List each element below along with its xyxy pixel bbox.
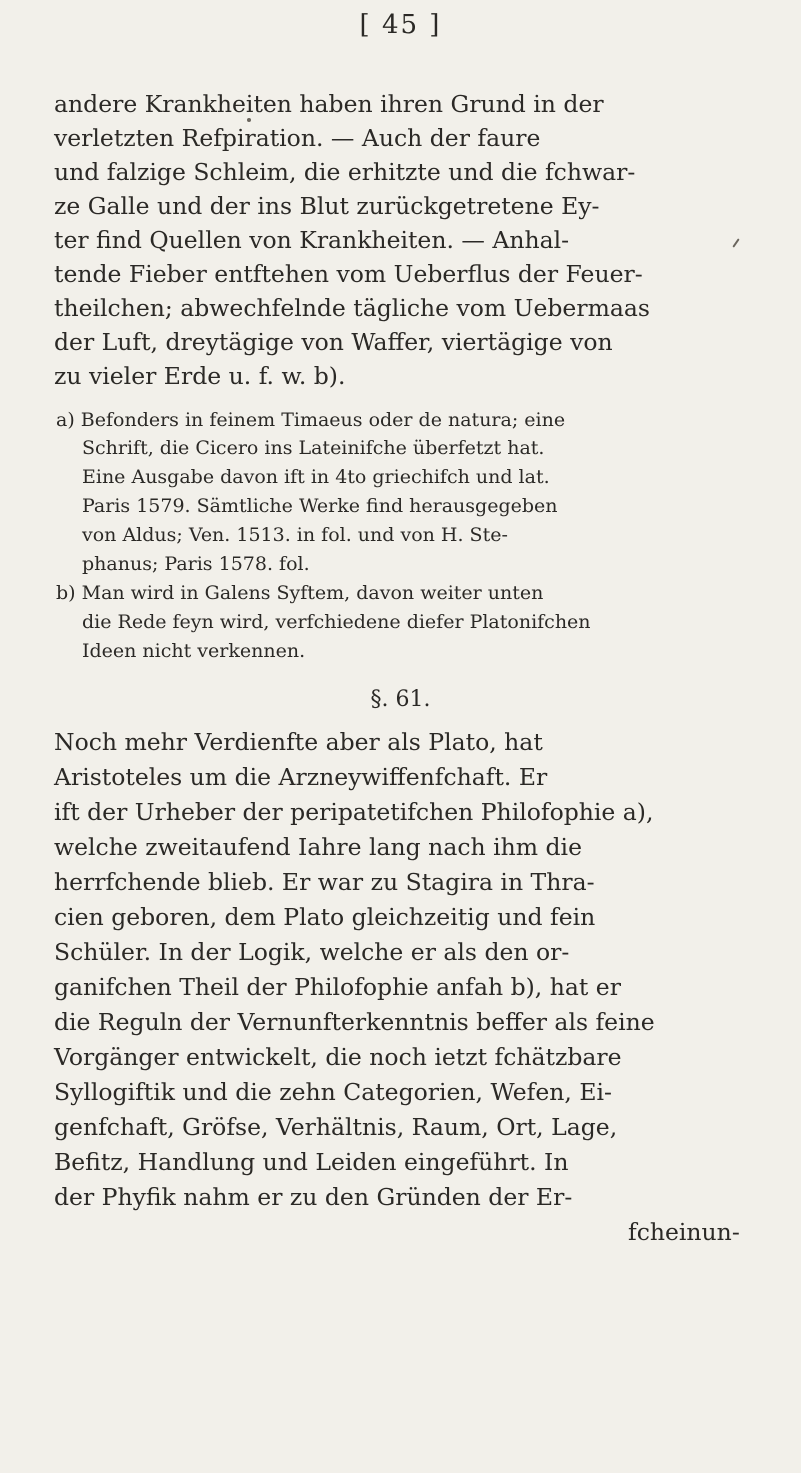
- text-line: die Reguln der Vernunfterkenntnis beffer als feine: [54, 1008, 655, 1036]
- text-line: Befitz, Handlung und Leiden eingeführt. In: [54, 1148, 569, 1176]
- footnote-line: Paris 1579. Sämtliche Werke find herausgegeben: [82, 495, 558, 517]
- ink-speck: [247, 118, 251, 122]
- catchword-line: fcheinun-: [628, 1218, 740, 1246]
- footnote-line: a) Befonders in feinem Timaeus oder de natura; eine: [56, 409, 566, 431]
- section-heading: §. 61.: [370, 687, 431, 712]
- text-line: und falzige Schleim, die erhitzte und die fchwar-: [54, 158, 636, 186]
- text-line: andere Krankheiten haben ihren Grund in der: [54, 90, 604, 118]
- text-line: der Luft, dreytägige von Waffer, viertägige von: [54, 328, 613, 356]
- text-line: Vorgänger entwickelt, die noch ietzt fchätzbare: [54, 1043, 622, 1071]
- text-line: verletzten Refpiration. — Auch der faure: [54, 124, 541, 152]
- text-line: genfchaft, Gröfse, Verhältnis, Raum, Ort, Lage,: [54, 1113, 618, 1141]
- text-line: zu vieler Erde u. f. w. b).: [54, 362, 346, 390]
- text-line: ter find Quellen von Krankheiten. — Anhal-: [54, 226, 570, 254]
- footnote-line: Eine Ausgabe davon ift in 4to griechifch und lat.: [82, 466, 550, 488]
- text-line: der Phyfik nahm er zu den Gründen der Er-: [54, 1183, 573, 1211]
- text-line: theilchen; abwechfelnde tägliche vom Uebermaas: [54, 294, 650, 322]
- text-line: Syllogiftik und die zehn Categorien, Wefen, Ei-: [54, 1078, 612, 1106]
- text-line: ganifchen Theil der Philofophie anfah b), hat er: [54, 973, 621, 1001]
- text-line: ze Galle und der ins Blut zurückgetretene Ey-: [54, 192, 600, 220]
- footnote-line: die Rede feyn wird, verfchiedene diefer Platonifchen: [82, 611, 591, 633]
- page-number-header: [ 45 ]: [359, 10, 442, 40]
- text-line: Aristoteles um die Arzneywiffenfchaft. Er: [54, 763, 548, 791]
- text-line: Noch mehr Verdienfte aber als Plato, hat: [54, 728, 543, 756]
- text-line: ift der Urheber der peripatetifchen Philofophie a),: [54, 798, 654, 826]
- text-line: cien geboren, dem Plato gleichzeitig und fein: [54, 903, 596, 931]
- text-line: herrfchende blieb. Er war zu Stagira in Thra-: [54, 868, 595, 896]
- text-line: Schüler. In der Logik, welche er als den or-: [54, 938, 570, 966]
- text-line: welche zweitaufend Iahre lang nach ihm die: [54, 833, 582, 861]
- footnote-line: b) Man wird in Galens Syftem, davon weiter unten: [56, 582, 544, 604]
- text-line: tende Fieber entftehen vom Ueberflus der Feuer-: [54, 260, 643, 288]
- footnote-line: phanus; Paris 1578. fol.: [82, 553, 310, 575]
- footnote-line: Ideen nicht verkennen.: [82, 640, 306, 662]
- footnote-line: Schrift, die Cicero ins Lateinifche überfetzt hat.: [82, 437, 545, 459]
- footnote-line: von Aldus; Ven. 1513. in fol. und von H. Ste-: [82, 524, 508, 546]
